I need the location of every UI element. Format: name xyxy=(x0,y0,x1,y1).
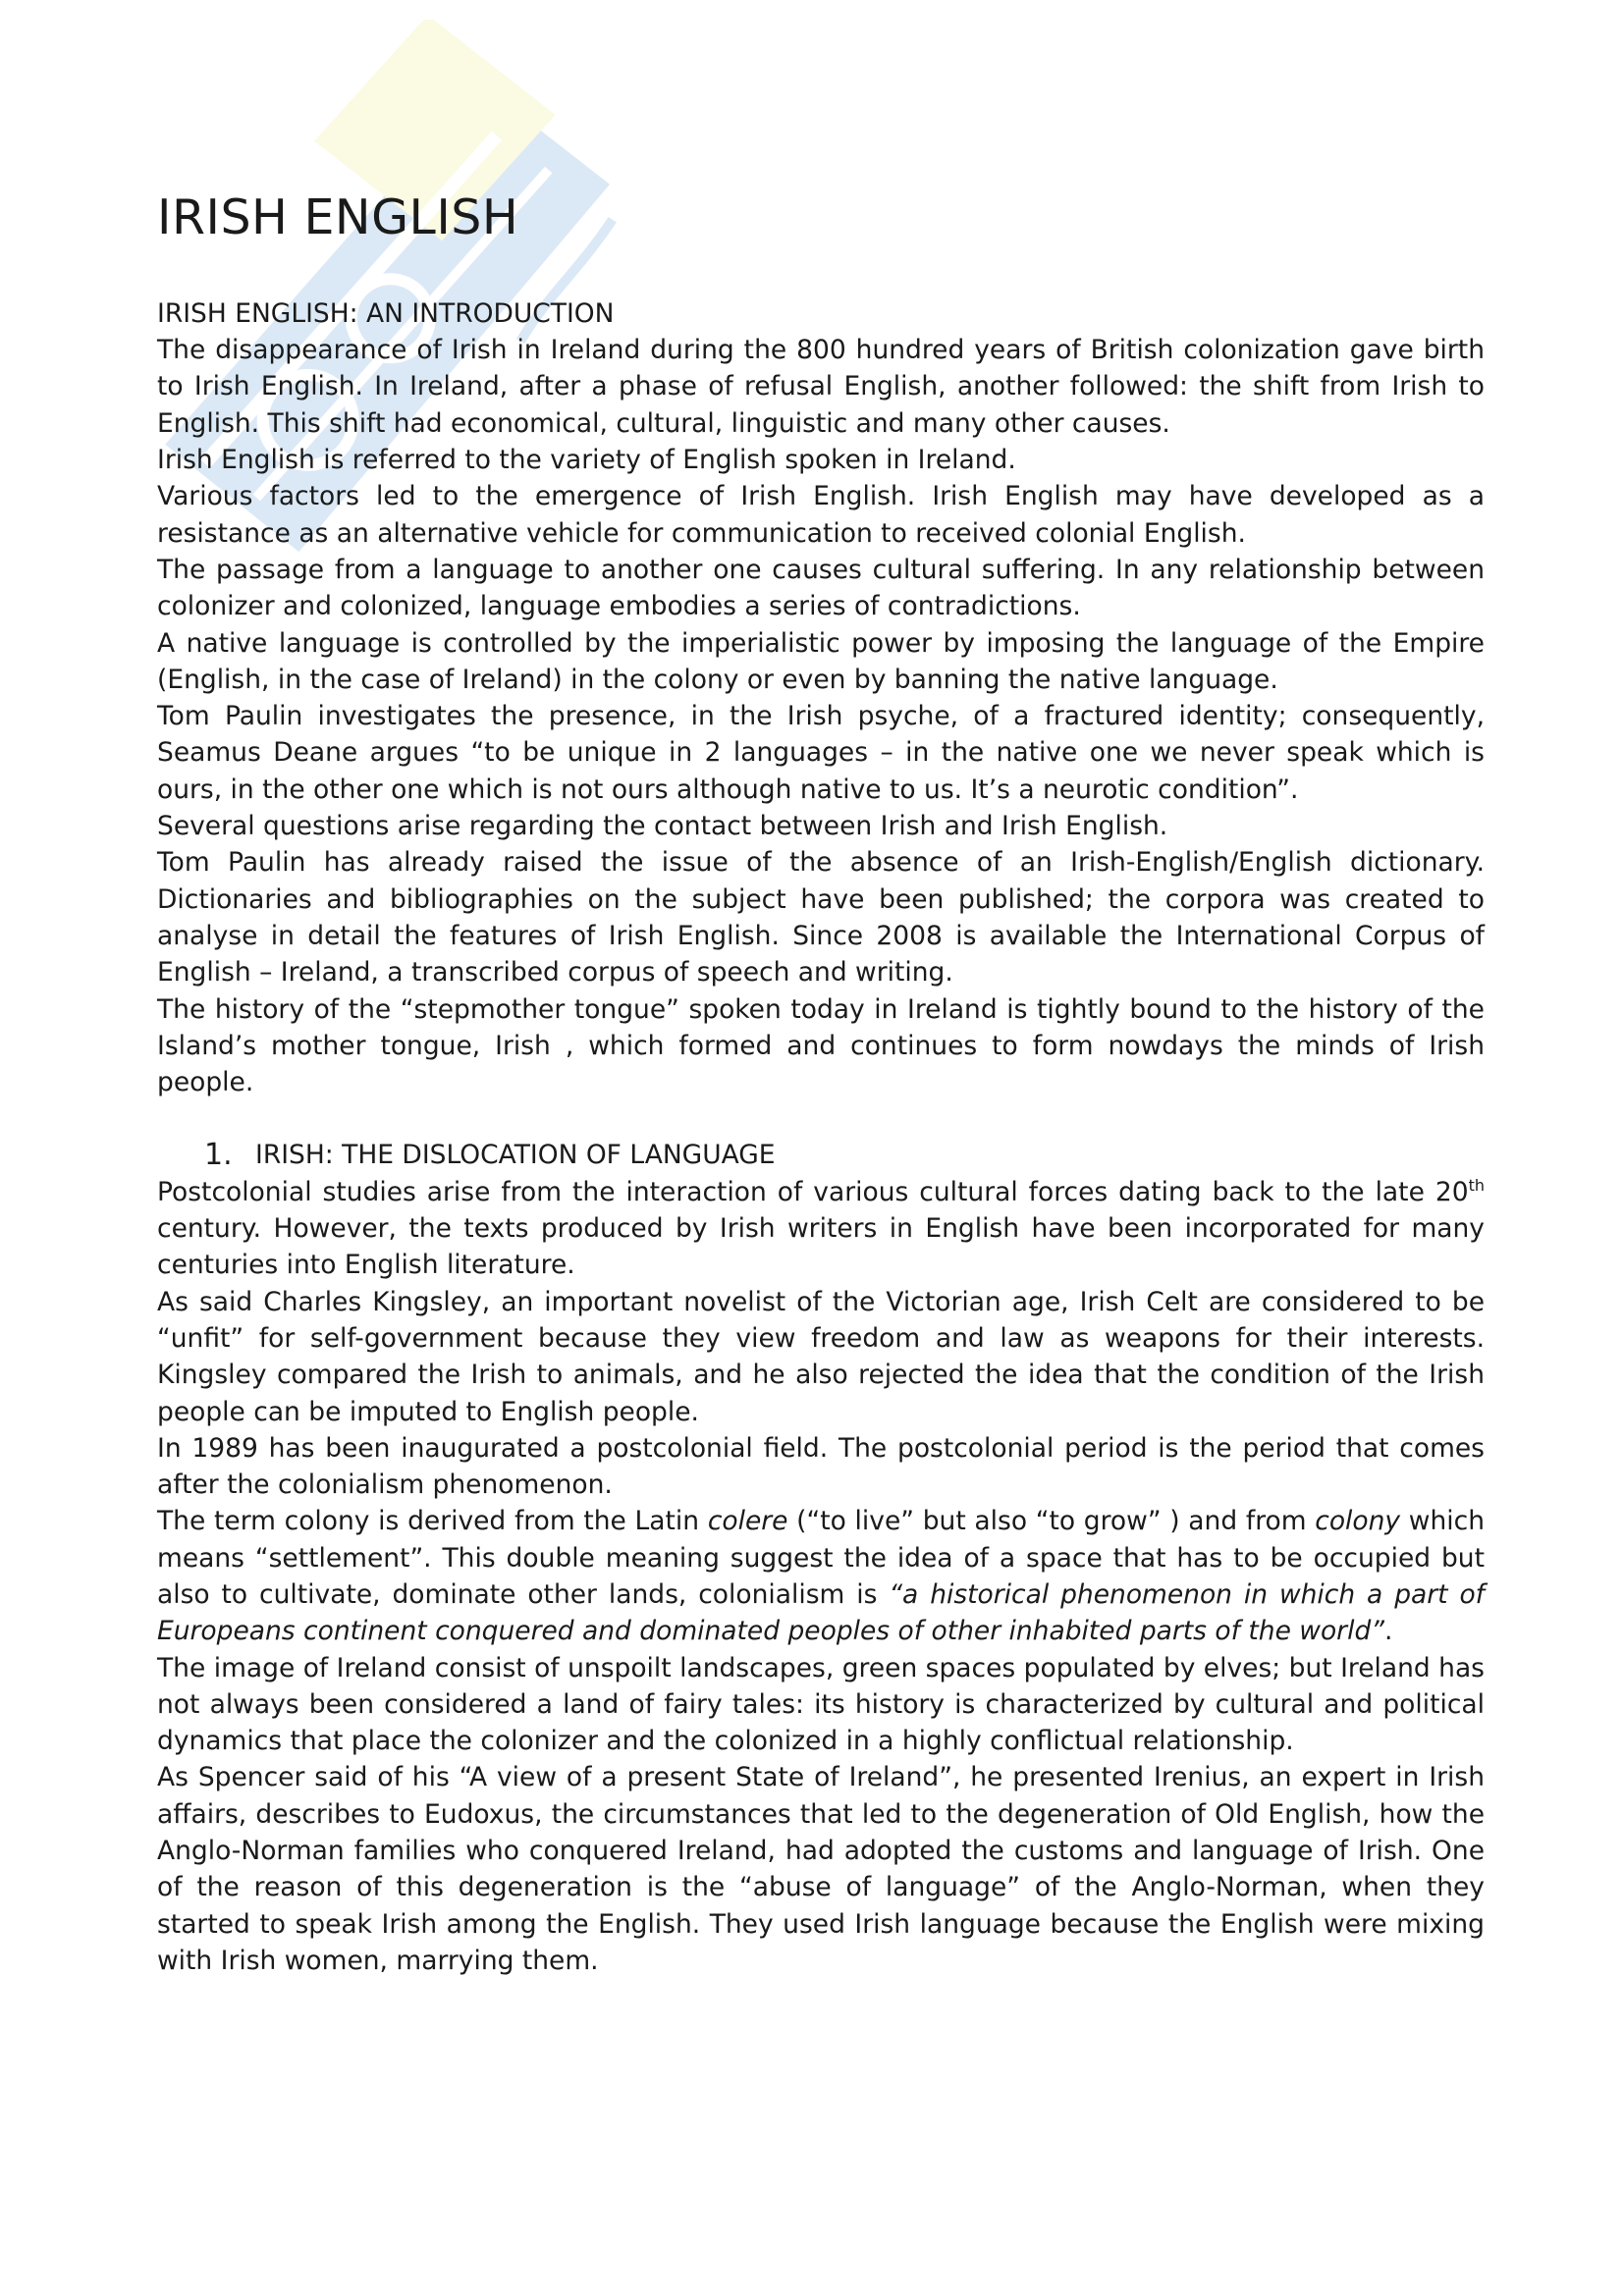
intro-paragraph-7: Several questions arise regarding the contact between Irish and Irish English. xyxy=(157,811,1168,842)
latin-term-colere: colere xyxy=(707,1506,788,1537)
section-1-paragraph-3: In 1989 has been inaugurated a postcolonial field. The postcolonial period is the period that comes after the colonialism phenomenon. xyxy=(157,1432,1485,1501)
intro-paragraph-6: Tom Paulin investigates the presence, in the Irish psyche, of a fractured identity; consequently, Seamus Deane argues “to be unique in 2 languages – in the native one we never speak which is ours, in the other one which is not ours although native to us. It’s a neurotic condition”. xyxy=(157,701,1485,805)
section-1-number: 1. xyxy=(204,1138,233,1173)
section-1-paragraph-2: As said Charles Kingsley, an important novelist of the Victorian age, Irish Celt are considered to be “unfit” for self-government because they view freedom and law as weapons for their interests. Kingsley compared the Irish to animals, and he also rejected the idea that the condition of the Irish people can be imputed to English people. xyxy=(157,1286,1485,1427)
intro-paragraph-1: The disappearance of Irish in Ireland during the 800 hundred years of British colonization gave birth to Irish English. In Ireland, after a phase of refusal English, another followed: the shift from Irish to English. This shift had economical, cultural, linguistic and many other causes. xyxy=(157,335,1485,439)
document-title: IRISH ENGLISH xyxy=(157,189,519,245)
intro-paragraph-2: Irish English is referred to the variety of English spoken in Ireland. xyxy=(157,445,1016,476)
section-1-paragraph-1: Postcolonial studies arise from the interaction of various cultural forces dating back to the late 20th century. However, the texts produced by Irish writers in English have been incorporated for many centuries into English literature. xyxy=(157,1175,1485,1281)
intro-paragraph-5: A native language is controlled by the imperialistic power by imposing the language of the Empire (English, in the case of Ireland) in the colony or even by banning the native language. xyxy=(157,627,1485,695)
section-1-paragraph-4: The term colony is derived from the Latin colere (“to live” but also “to grow” ) and from colony which means “settlement”. This double meaning suggest the idea of a space that has to be occupied but also to cultivate, dominate other lands, colonialism is “a historical phenomenon in which a part of Europeans continent conquered and dominated peoples of other inhabited parts of the world”. xyxy=(157,1506,1486,1647)
section-spacer xyxy=(157,1100,1485,1137)
intro-paragraph-4: The passage from a language to another one causes cultural suffering. In any relationship between colonizer and colonized, language embodies a series of contradictions. xyxy=(157,554,1485,622)
colonialism-definition-quote: “a historical phenomenon in which a part of Europeans continent conquered and dominated peoples of other inhabited parts of the world” xyxy=(157,1578,1486,1647)
document-page xyxy=(157,191,1485,1979)
section-1-paragraph-5: The image of Ireland consist of unspoilt landscapes, green spaces populated by elves; but Ireland has not always been considered a land of fairy tales: its history is characterized by cultural and political dynamics that place the colonizer and the colonized in a highly conflictual relationship. xyxy=(157,1652,1485,1757)
ordinal-superscript: th xyxy=(1468,1175,1485,1195)
intro-paragraph-8: Tom Paulin has already raised the issue of the absence of an Irish-English/English dictionary. Dictionaries and bibliographies on the subject have been published; the corpora was created to analyse in detail the features of Irish English. Since 2008 is available the International Corpus of English – Ireland, a transcribed corpus of speech and writing. xyxy=(157,847,1485,988)
term-colony: colony xyxy=(1315,1506,1401,1537)
intro-paragraph-9: The history of the “stepmother tongue” spoken today in Ireland is tightly bound to the history of the Island’s mother tongue, Irish , which formed and continues to form nowdays the minds of Irish people. xyxy=(157,993,1485,1098)
section-1-heading xyxy=(157,1137,1485,1173)
section-1-title: IRISH: THE DISLOCATION OF LANGUAGE xyxy=(255,1140,776,1171)
intro-paragraph-3: Various factors led to the emergence of Irish English. Irish English may have developed as a resistance as an alternative vehicle for communication to received colonial English. xyxy=(157,481,1485,549)
section-1-paragraph-6: As Spencer said of his “A view of a present State of Ireland”, he presented Irenius, an expert in Irish affairs, describes to Eudoxus, the circumstances that led to the degeneration of Old English, how the Anglo-Norman families who conquered Ireland, had adopted the customs and language of Irish. One of the reason of this degeneration is the “abuse of language” of the Anglo-Norman, when they started to speak Irish among the English. They used Irish language because the English were mixing with Irish women, marrying them. xyxy=(157,1762,1485,1976)
intro-heading: IRISH ENGLISH: AN INTRODUCTION xyxy=(157,297,615,329)
